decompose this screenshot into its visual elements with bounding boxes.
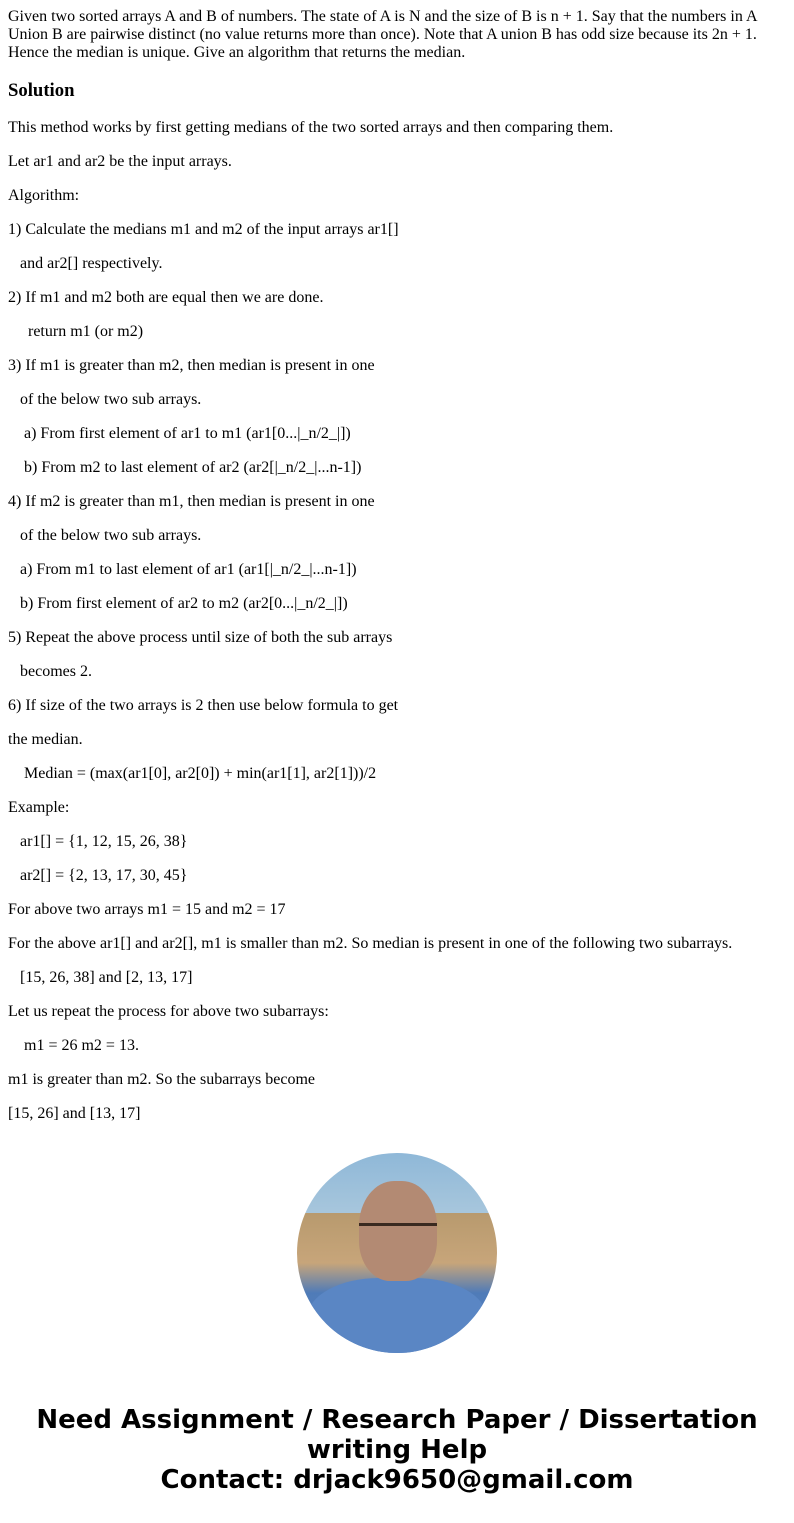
solution-line: Let ar1 and ar2 be the input arrays. [8,153,232,170]
author-photo [297,1153,497,1353]
solution-line: m1 = 26 m2 = 13. [8,1037,139,1054]
solution-line: For above two arrays m1 = 15 and m2 = 17 [8,901,286,918]
solution-line: return m1 (or m2) [8,323,144,340]
solution-line: 6) If size of the two arrays is 2 then use below formula to get [8,697,399,714]
solution-line: For the above ar1[] and ar2[], m1 is smaller than m2. So median is present in one of the following two subarrays. [8,935,733,952]
solution-heading: Solution [8,80,75,101]
footer-help-text: Need Assignment / Research Paper / Dissertation writing Help [36,1405,758,1465]
solution-line: Let us repeat the process for above two subarrays: [8,1003,329,1020]
solution-line: [15, 26, 38] and [2, 13, 17] [8,969,193,986]
solution-line: 3) If m1 is greater than m2, then median is present in one [8,357,375,374]
solution-line: the median. [8,731,83,748]
solution-line: ar2[] = {2, 13, 17, 30, 45} [8,867,188,884]
solution-line: m1 is greater than m2. So the subarrays become [8,1071,316,1088]
solution-line: 4) If m2 is greater than m1, then median is present in one [8,493,375,510]
solution-line: a) From m1 to last element of ar1 (ar1[|_n/2_|...n-1]) [8,561,357,578]
solution-line: becomes 2. [8,663,92,680]
solution-line: Algorithm: [8,187,80,204]
solution-line: This method works by first getting medians of the two sorted arrays and then comparing them. [8,119,614,136]
solution-line: of the below two sub arrays. [8,391,202,408]
solution-line: b) From first element of ar2 to m2 (ar2[0...|_n/2_|]) [8,595,348,612]
solution-line: 2) If m1 and m2 both are equal then we are done. [8,289,324,306]
solution-body [8,119,786,1123]
solution-line: of the below two sub arrays. [8,527,202,544]
solution-line: a) From first element of ar1 to m1 (ar1[0...|_n/2_|]) [8,425,351,442]
photo-glasses [359,1223,437,1240]
footer-banner [0,1405,794,1495]
solution-line: ar1[] = {1, 12, 15, 26, 38} [8,833,188,850]
solution-line: and ar2[] respectively. [8,255,163,272]
photo-shirt [307,1278,487,1353]
question-text: Given two sorted arrays A and B of numbers. The state of A is N and the size of B is n + 1. Say that the numbers in A Union B are pairwise distinct (no value returns more than once). Note that A union B has odd size because its 2n + 1. Hence the median is unique. Give an algorithm that returns the median. [8,8,757,61]
solution-line: 1) Calculate the medians m1 and m2 of the input arrays ar1[] [8,221,399,238]
solution-line: 5) Repeat the above process until size of both the sub arrays [8,629,393,646]
solution-line: [15, 26] and [13, 17] [8,1105,141,1122]
solution-line: Median = (max(ar1[0], ar2[0]) + min(ar1[1], ar2[1]))/2 [8,765,377,782]
solution-line: Example: [8,799,70,816]
footer-contact: Contact: drjack9650@gmail.com [160,1465,634,1495]
solution-line: b) From m2 to last element of ar2 (ar2[|_n/2_|...n-1]) [8,459,362,476]
